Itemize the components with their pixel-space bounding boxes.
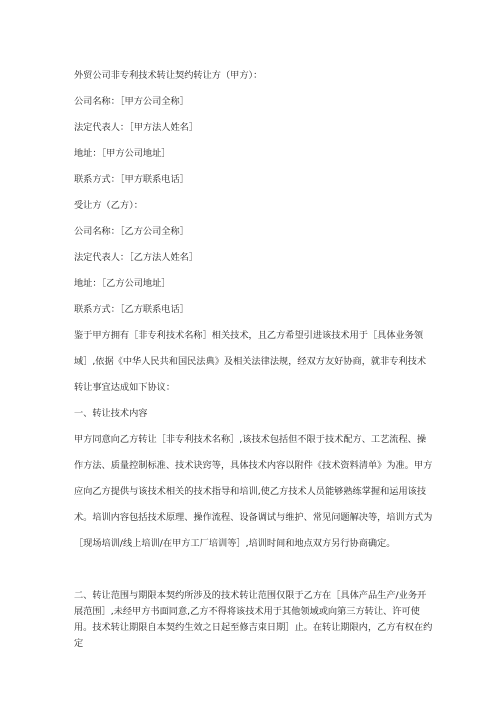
party-b-contact: 联系方式：［乙方联系电话］ — [74, 304, 189, 315]
party-a-representative: 法定代表人：［甲方法人姓名］ — [74, 122, 199, 133]
party-b-company: 公司名称：［乙方公司全称］ — [74, 226, 189, 237]
party-a-contact: 联系方式：［甲方联系电话］ — [74, 174, 189, 185]
document-title: 外贸公司非专利技术转让契约转让方（甲方）： — [74, 70, 263, 81]
section-2-paragraph: 二、转让范围与期限本契约所涉及的技术转让范围仅限于乙方在［具体产品生产/业务开展范围］,未经甲方书面同意,乙方不得将该技术用于其他领域或向第三方转让、许可使用。技术转让期限自本契约生效之日起至修吉束日期］止。在转让期限内，乙方有权在约定 — [74, 590, 433, 649]
section-1-heading: 一、转让技术内容 — [74, 408, 148, 419]
party-a-company: 公司名称：［甲方公司全称］ — [74, 96, 189, 107]
party-b-address: 地址：［乙方公司地址］ — [74, 278, 171, 289]
party-a-address: 地址：［甲方公司地址］ — [74, 148, 171, 159]
party-b-heading: 受让方（乙方）： — [74, 200, 143, 211]
section-1-paragraph: 甲方同意向乙方转让［非专利技术名称］,该技术包括但不限于技术配方、工艺流程、操作方法、质量控制标准、技术诀窍等，具体技术内容以附件《技术资料清单》为准。甲方应向乙方提供与该技术相关的技术指导和培训,使乙方技术人员能够熟练掌握和运用该技术。培训内容包括技术原理、操作流程、设备调试与维护、常见问题解决等，培训方式为［现场培训/线上培训/在甲方工厂培训等］,培训时间和地点双方另行协商确定。 — [74, 434, 433, 549]
preamble-paragraph: 鉴于甲方拥有［非专利技术名称］相关技术，且乙方希望引进该技术用于［具体业务领域］,依据《中华人民共和国民法典》及相关法律法规，经双方友好协商，就非专利技术转让事宜达成如下协议： — [74, 330, 427, 393]
party-b-representative: 法定代表人：［乙方法人姓名］ — [74, 252, 199, 263]
